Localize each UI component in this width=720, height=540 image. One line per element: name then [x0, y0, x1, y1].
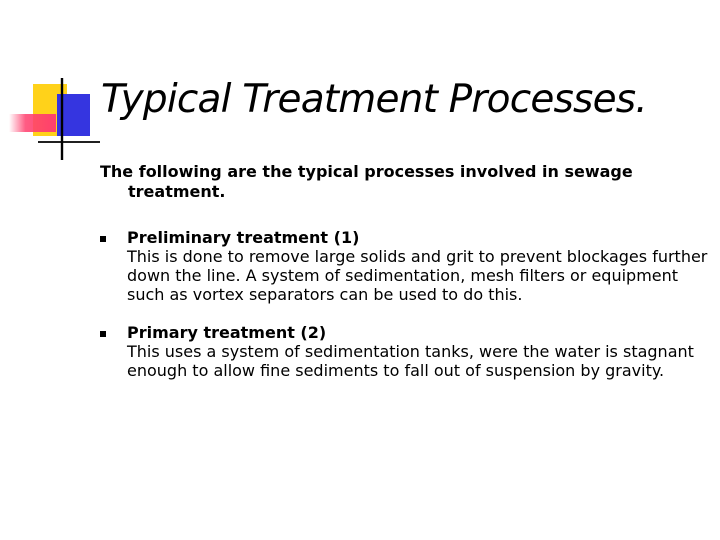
bullet-heading: Preliminary treatment (1) [127, 228, 360, 247]
bullet-body: This is done to remove large solids and grit to prevent blockages further down the line. A system of sedimentation, mesh filters or equipment such as vortex separators can be used to do this. [127, 247, 708, 304]
title-decoration [0, 0, 100, 170]
bullet-preliminary-treatment [100, 228, 710, 304]
bullet-list [100, 228, 710, 399]
decor-pink-bar [9, 114, 56, 132]
slide-title: Typical Treatment Processes. [101, 77, 647, 122]
bullet-primary-treatment [100, 323, 710, 380]
bullet-square-icon [100, 331, 106, 337]
bullet-body: This uses a system of sedimentation tanks, were the water is stagnant enough to allow fine sediments to fall out of suspension by gravity. [127, 342, 694, 380]
intro-text: The following are the typical processes involved in sewage treatment. [100, 162, 633, 201]
bullet-square-icon [100, 236, 106, 242]
bullet-heading: Primary treatment (2) [127, 323, 327, 342]
